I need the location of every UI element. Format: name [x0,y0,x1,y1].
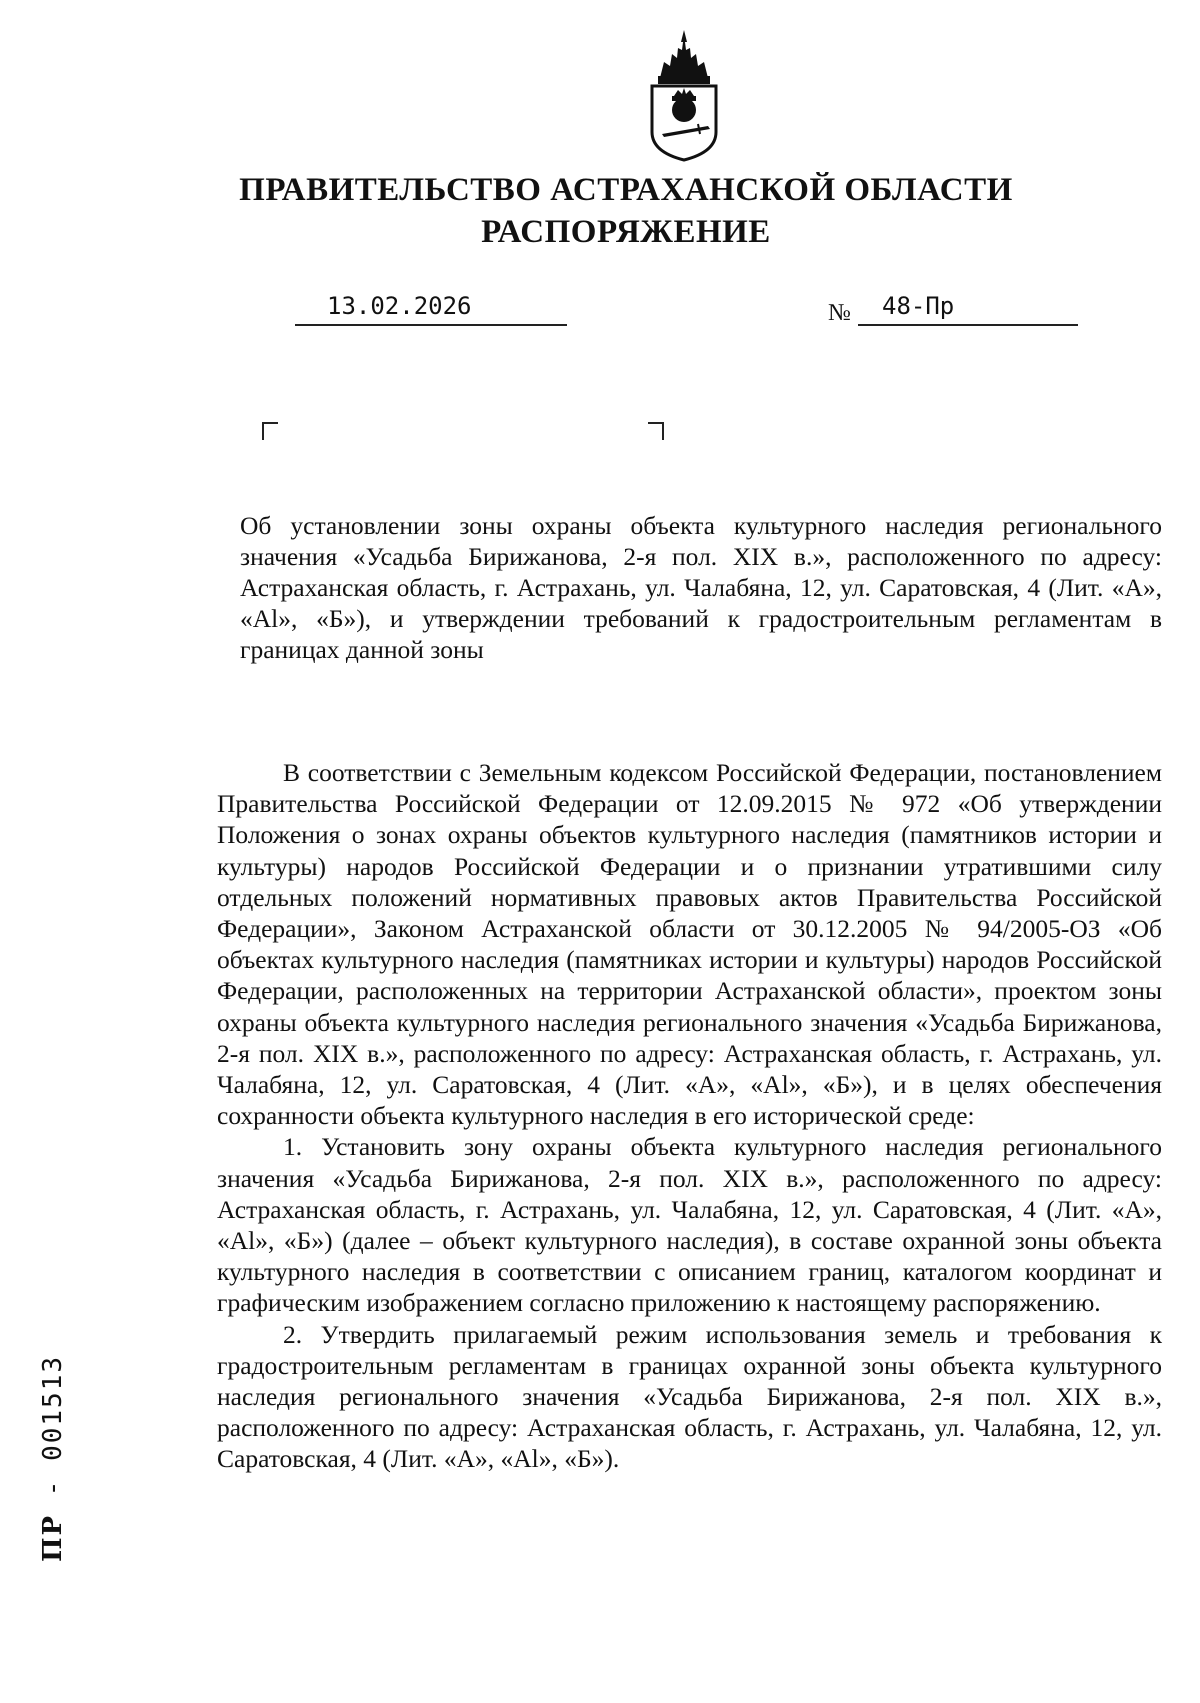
document-number: 48-Пр [882,292,955,320]
registration-stamp [38,1355,68,1562]
document-type-title: РАСПОРЯЖЕНИЕ [481,214,771,250]
subject-corner-right [648,422,664,440]
subject-corner-left [262,422,278,440]
date-field [295,294,567,326]
number-field [858,294,1078,326]
coat-of-arms-emblem [638,28,730,162]
item-2-paragraph: 2. Утвердить прилагаемый режим использования земель и требования к градостроительным регламентам в границах охранной зоны объекта культурного наследия регионального значения «Усадьба Бирижанова, 2-я пол. XIX в.», расположенного по адресу: Астраханская область, г. Астрахань, ул. Чалабяна, 12, ул. Саратовская, 4 (Лит. «А», «Аl», «Б»). [217,1319,1162,1474]
stamp-code: 001513 [38,1355,68,1461]
stamp-separator: - [38,1460,68,1514]
item-1-paragraph: 1. Установить зону охраны объекта культурного наследия регионального значения «Усадьба Бирижанова, 2-я пол. XIX в.», расположенного по адресу: Астраханская область, г. Астрахань, ул. Чалабяна, 12, ул. Саратовская, 4 (Лит. «А», «Аl», «Б») (далее – объект культурного наследия), в составе охранной зоны объекта культурного наследия в соответствии с описанием границ, каталогом координат и графическим изображением согласно приложению к настоящему распоряжению. [217,1132,1162,1318]
document-subject: Об установлении зоны охраны объекта культурного наследия регионального значения «Усадьба Бирижанова, 2-я пол. XIX в.», расположенного по адресу: Астраханская область, г. Астрахань, ул. Чалабяна, 12, ул. Саратовская, 4 (Лит. «А», «Аl», «Б»), и утверждении требований к градостроительным регламентам в границах данной зоны [240,511,1162,664]
government-title: ПРАВИТЕЛЬСТВО АСТРАХАНСКОЙ ОБЛАСТИ [239,172,1013,208]
preamble-paragraph: В соответствии с Земельным кодексом Российской Федерации, постановлением Правительства Российской Федерации от 12.09.2015 № 972 «Об утверждении Положения о зонах охраны объектов культурного наследия (памятников истории и культуры) народов Российской Федерации и о признании утратившими силу отдельных положений нормативных правовых актов Правительства Российской Федерации», Законом Астраханской области от 30.12.2005 № 94/2005-ОЗ «Об объектах культурного наследия (памятниках истории и культуры) народов Российской Федерации, расположенных на территории Астраханской области», проектом зоны охраны объекта культурного наследия регионального значения «Усадьба Бирижанова, 2-я пол. XIX в.», расположенного по адресу: Астраханская область, г. Астрахань, ул. Чалабяна, 12, ул. Саратовская, 4 (Лит. «А», «Аl», «Б»), и в целях обеспечения сохранности объекта культурного наследия в его исторической среде: [217,758,1162,1131]
stamp-prefix: ПР [38,1513,68,1562]
document-body [217,757,1162,1475]
number-sign: № [828,300,851,326]
document-date: 13.02.2026 [327,292,472,320]
